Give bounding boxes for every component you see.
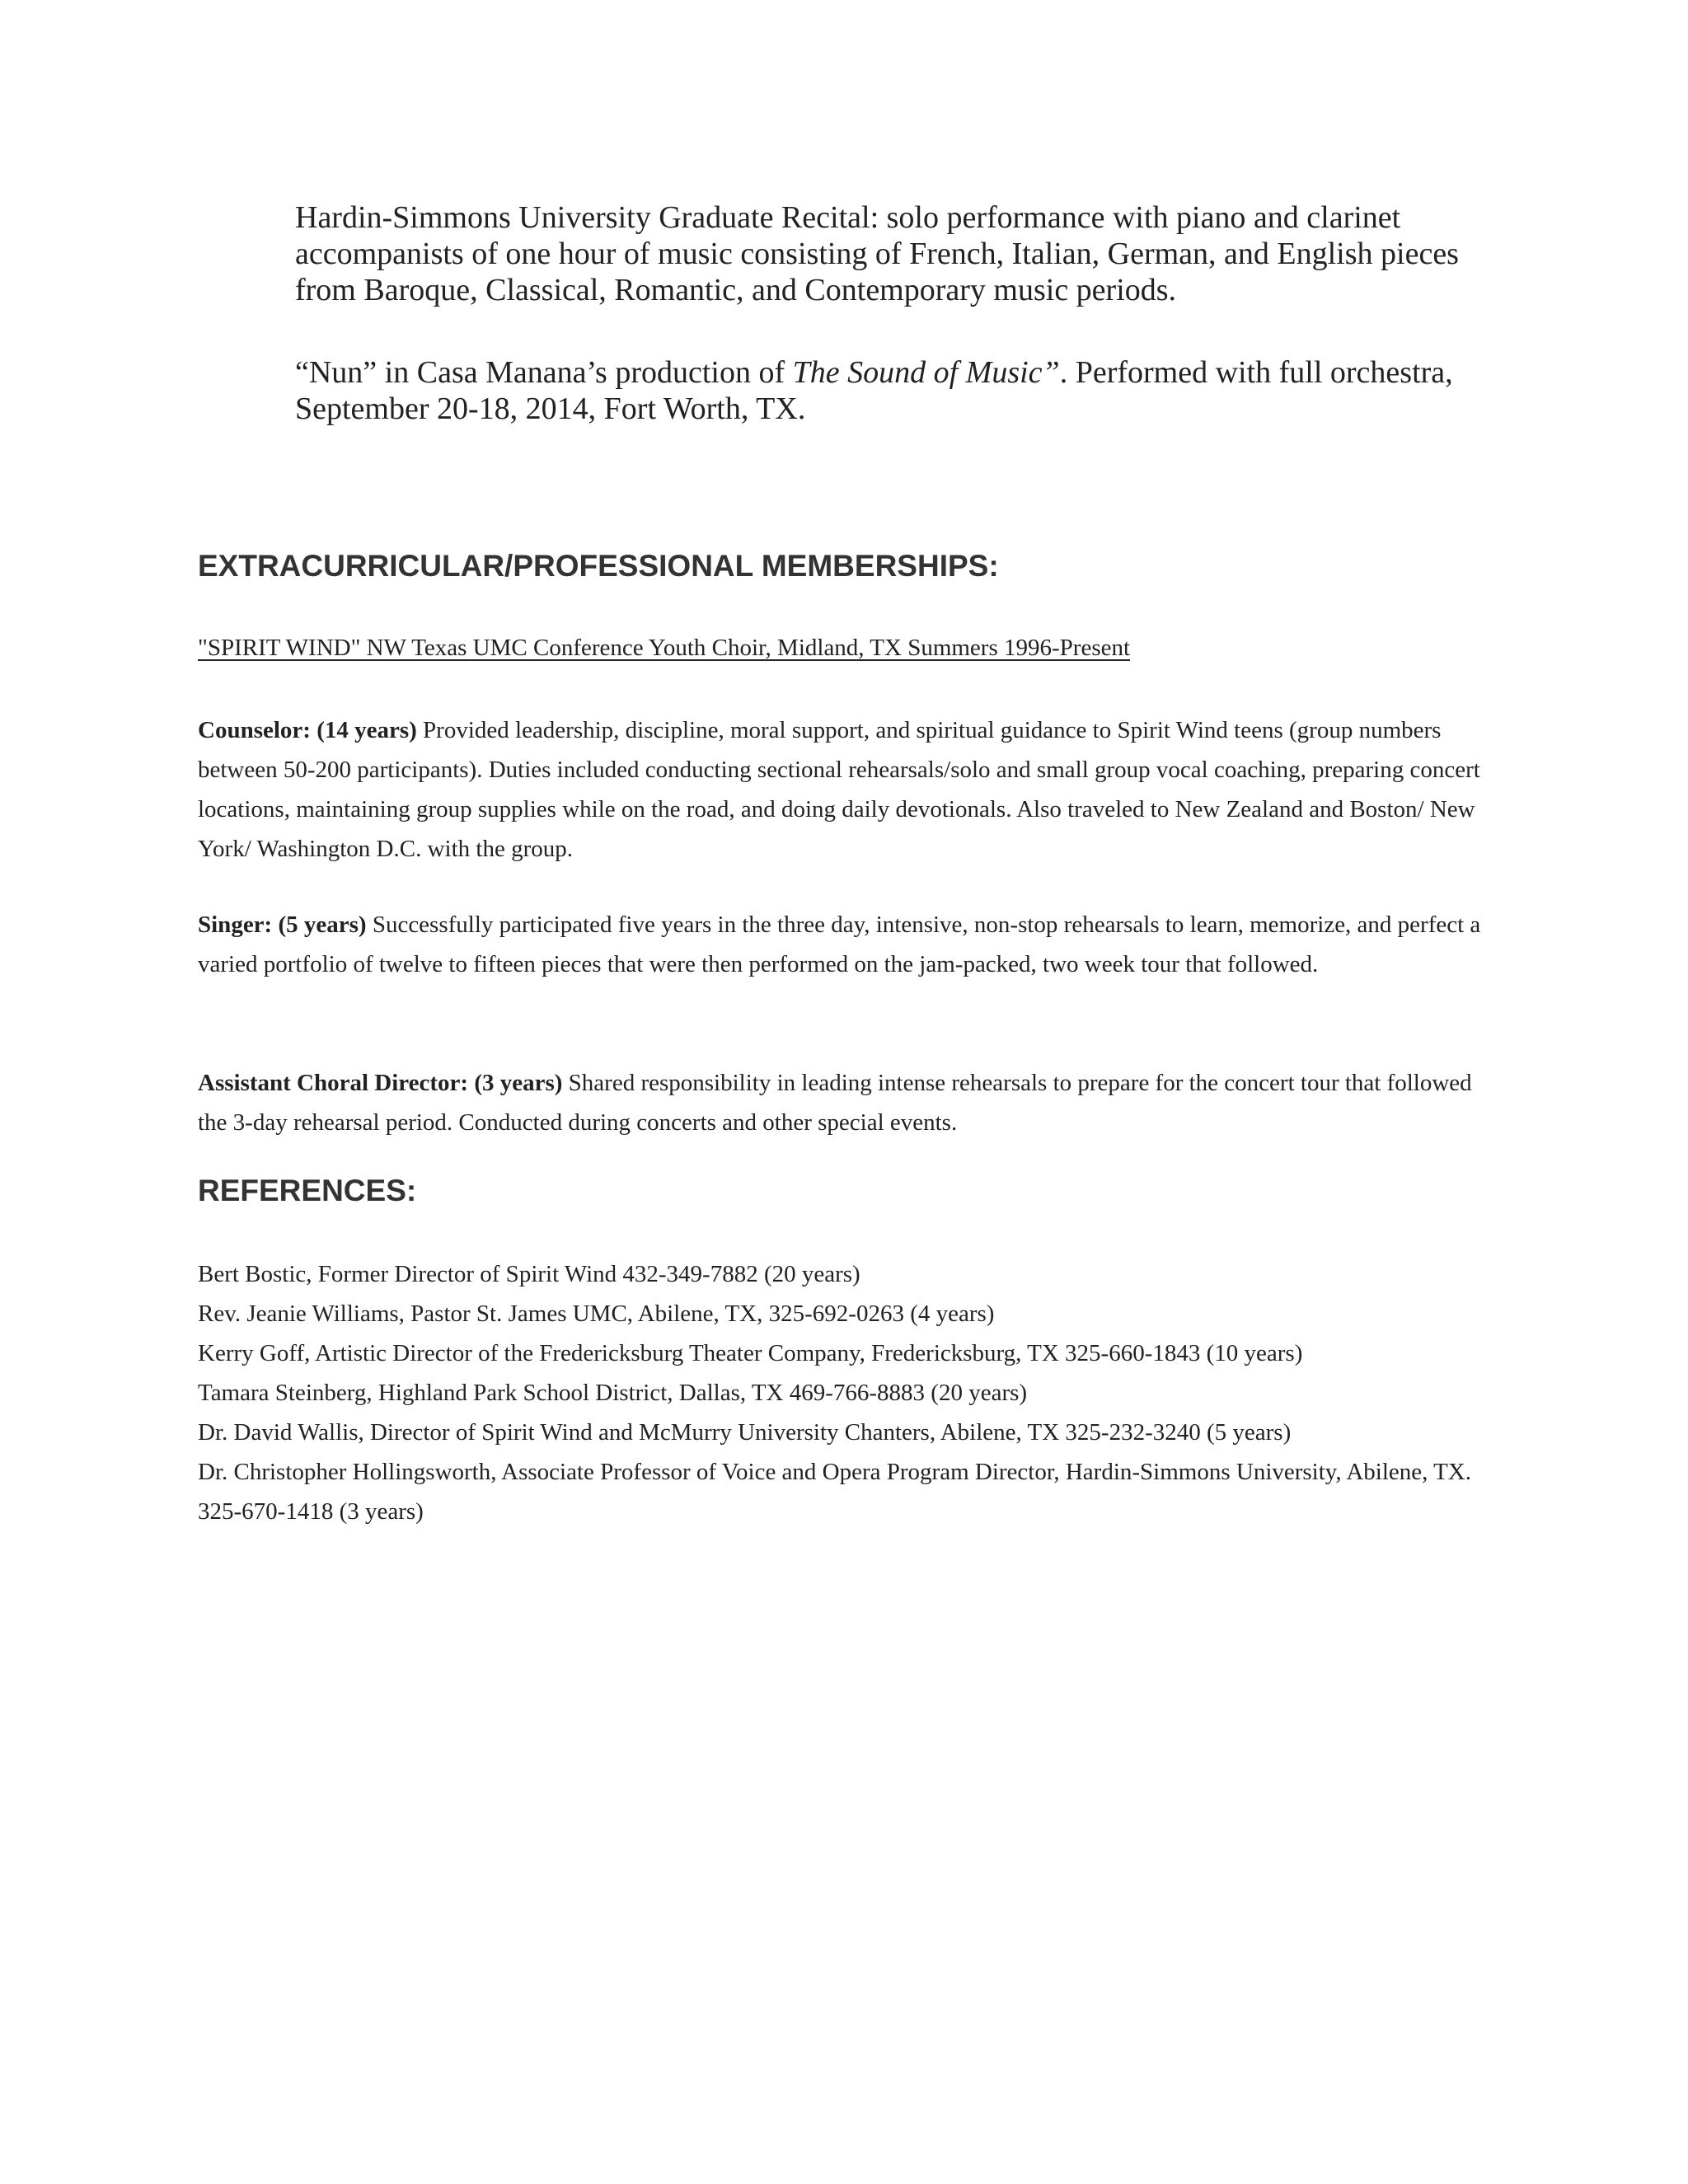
reference-item: Dr. Christopher Hollingsworth, Associate Professor of Voice and Opera Program Director, Hardin-Simmons University, Abilene, TX. 325-670-1418 (3 years) bbox=[198, 1459, 1472, 1525]
role-title: Assistant Choral Director: (3 years) bbox=[198, 1070, 563, 1096]
role-singer bbox=[198, 905, 1492, 984]
role-description: Shared responsibility in leading intense rehearsals to prepare for the concert tour that followed the 3-day rehearsal period. Conducted during concerts and other special events. bbox=[198, 1070, 1472, 1136]
extracurricular-heading: EXTRACURRICULAR/PROFESSIONAL MEMBERSHIPS: bbox=[198, 549, 999, 583]
nun-role-text: “Nun” in Casa Manana’s production of bbox=[295, 355, 793, 390]
reference-item: Bert Bostic, Former Director of Spirit Wind 432-349-7882 (20 years) bbox=[198, 1261, 860, 1287]
reference-item: Dr. David Wallis, Director of Spirit Wind and McMurry University Chanters, Abilene, TX 325-232-3240 (5 years) bbox=[198, 1419, 1292, 1446]
reference-item: Rev. Jeanie Williams, Pastor St. James UMC, Abilene, TX, 325-692-0263 (4 years) bbox=[198, 1301, 995, 1327]
references-list bbox=[198, 1254, 1517, 1531]
organization-line: "SPIRIT WIND" NW Texas UMC Conference Youth Choir, Midland, TX Summers 1996-Present bbox=[198, 635, 1131, 661]
production-title: The Sound of Music” bbox=[792, 355, 1060, 390]
role-title: Singer: (5 years) bbox=[198, 912, 367, 938]
reference-item: Kerry Goff, Artistic Director of the Fredericksburg Theater Company, Fredericksburg, TX 325-660-1843 (10 years) bbox=[198, 1340, 1303, 1366]
role-description: Provided leadership, discipline, moral support, and spiritual guidance to Spirit Wind teens (group numbers between 50-200 participants). Duties included conducting sectional rehearsals/solo and small group vocal coaching, preparing concert locations, maintaining group supplies while on the road, and doing daily devotionals. Also traveled to New Zealand and Boston/ New York/ Washington D.C. with the group. bbox=[198, 717, 1480, 862]
role-assistant-choral-director bbox=[198, 1063, 1492, 1142]
role-title: Counselor: (14 years) bbox=[198, 717, 417, 743]
role-description: Successfully participated five years in the three day, intensive, non-stop rehearsals to learn, memorize, and perfect a varied portfolio of twelve to fifteen pieces that were then performed on the jam-packed, two week tour that followed. bbox=[198, 912, 1481, 977]
references-heading: REFERENCES: bbox=[198, 1174, 417, 1207]
sound-of-music-performance bbox=[295, 354, 1465, 427]
performance-details: . Performed with full orchestra, September 20-18, 2014, Fort Worth, TX. bbox=[295, 355, 1453, 426]
reference-item: Tamara Steinberg, Highland Park School District, Dallas, TX 469-766-8883 (20 years) bbox=[198, 1380, 1028, 1406]
recital-performance: Hardin-Simmons University Graduate Recital: solo performance with piano and clarinet accompanists of one hour of music consisting of French, Italian, German, and English pieces from Baroque, Classical, Romantic, and Contemporary music periods. bbox=[295, 200, 1459, 307]
role-counselor bbox=[198, 710, 1492, 869]
